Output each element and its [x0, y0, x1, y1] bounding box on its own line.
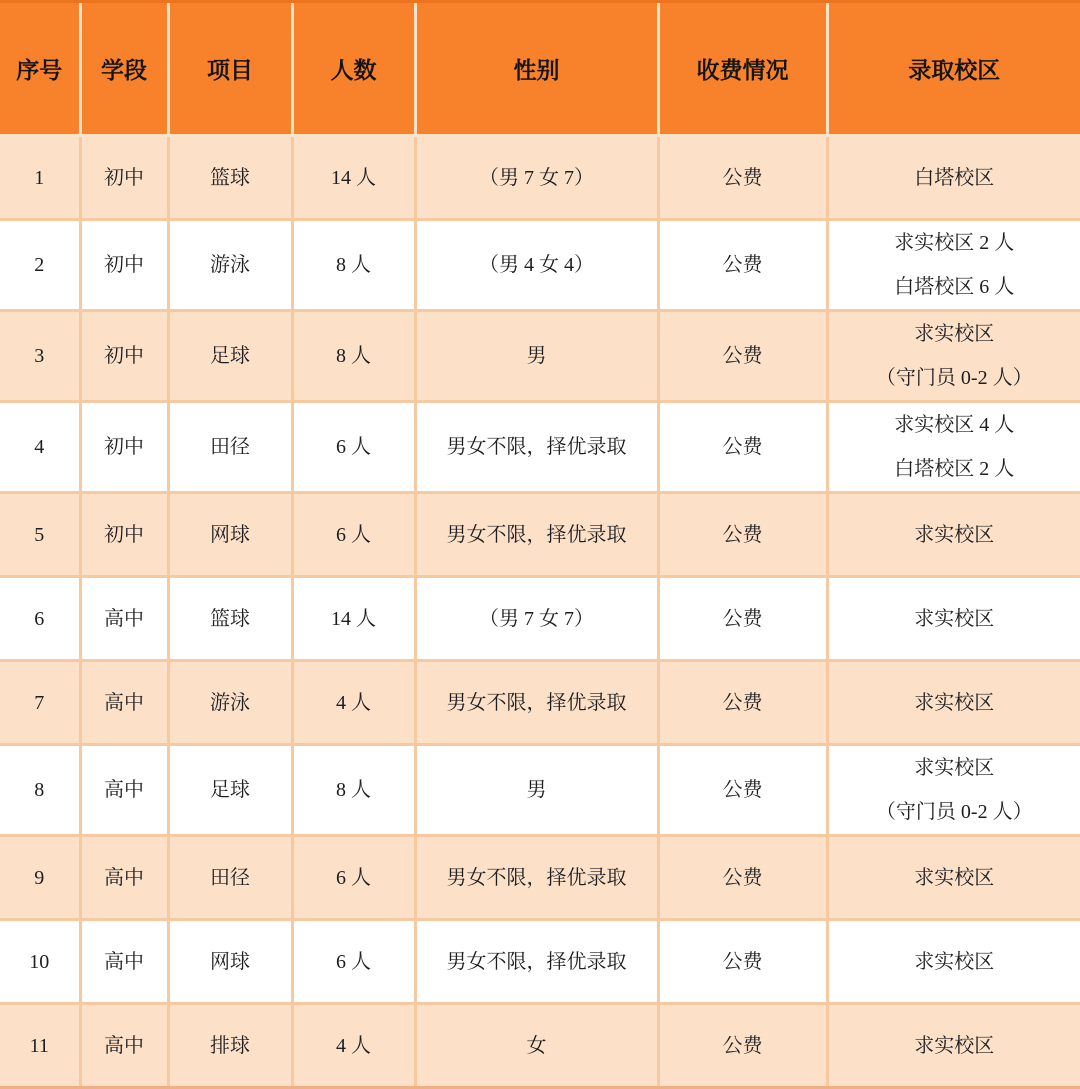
cell-fee: 公费 — [658, 661, 827, 745]
cell-campus — [827, 577, 1080, 661]
cell-fee: 公费 — [658, 920, 827, 1004]
cell-sport: 游泳 — [168, 661, 292, 745]
cell-fee: 公费 — [658, 402, 827, 493]
table-row — [0, 311, 1080, 402]
cell-campus — [827, 402, 1080, 493]
cell-count: 14 人 — [292, 136, 415, 220]
cell-index: 1 — [0, 136, 80, 220]
cell-sport: 游泳 — [168, 220, 292, 311]
cell-gender: 男女不限，择优录取 — [415, 493, 658, 577]
cell-campus — [827, 220, 1080, 311]
cell-fee: 公费 — [658, 577, 827, 661]
cell-index: 2 — [0, 220, 80, 311]
cell-gender: 男女不限，择优录取 — [415, 402, 658, 493]
table-row — [0, 1004, 1080, 1088]
cell-stage: 初中 — [80, 311, 168, 402]
cell-campus — [827, 745, 1080, 836]
cell-sport: 排球 — [168, 1004, 292, 1088]
cell-stage: 高中 — [80, 577, 168, 661]
cell-sport: 网球 — [168, 493, 292, 577]
cell-gender: 男 — [415, 311, 658, 402]
table-row — [0, 136, 1080, 220]
cell-count: 6 人 — [292, 402, 415, 493]
cell-campus — [827, 493, 1080, 577]
cell-index: 11 — [0, 1004, 80, 1088]
cell-stage: 初中 — [80, 220, 168, 311]
cell-line: （守门员 0-2 人） — [875, 367, 1033, 389]
cell-campus — [827, 836, 1080, 920]
table-row — [0, 836, 1080, 920]
cell-gender: 男女不限，择优录取 — [415, 836, 658, 920]
cell-count: 4 人 — [292, 661, 415, 745]
cell-index: 5 — [0, 493, 80, 577]
cell-fee: 公费 — [658, 493, 827, 577]
cell-line: 白塔校区 2 人 — [894, 458, 1015, 480]
cell-stage: 初中 — [80, 136, 168, 220]
cell-gender: 女 — [415, 1004, 658, 1088]
cell-index: 10 — [0, 920, 80, 1004]
cell-fee: 公费 — [658, 136, 827, 220]
header-row — [0, 2, 1080, 136]
cell-sport: 篮球 — [168, 577, 292, 661]
cell-gender: 男女不限，择优录取 — [415, 661, 658, 745]
cell-line: 求实校区 — [914, 523, 995, 546]
cell-campus — [827, 136, 1080, 220]
column-header-fee: 收费情况 — [658, 2, 827, 136]
cell-campus — [827, 920, 1080, 1004]
cell-index: 7 — [0, 661, 80, 745]
cell-gender: 男 — [415, 745, 658, 836]
table-row — [0, 220, 1080, 311]
cell-line: 求实校区 — [914, 950, 995, 973]
cell-sport: 篮球 — [168, 136, 292, 220]
cell-count: 6 人 — [292, 836, 415, 920]
cell-fee: 公费 — [658, 1004, 827, 1088]
column-header-count: 人数 — [292, 2, 415, 136]
cell-count: 8 人 — [292, 311, 415, 402]
cell-fee: 公费 — [658, 220, 827, 311]
cell-gender: （男 4 女 4） — [415, 220, 658, 311]
cell-stage: 高中 — [80, 661, 168, 745]
table-row — [0, 920, 1080, 1004]
cell-stage: 高中 — [80, 745, 168, 836]
cell-gender: 男女不限，择优录取 — [415, 920, 658, 1004]
cell-count: 4 人 — [292, 1004, 415, 1088]
cell-campus — [827, 311, 1080, 402]
cell-count: 8 人 — [292, 745, 415, 836]
cell-campus — [827, 1004, 1080, 1088]
cell-line: 求实校区 — [914, 1034, 995, 1057]
cell-stage: 初中 — [80, 493, 168, 577]
cell-line: 求实校区 4 人 — [894, 414, 1015, 436]
cell-index: 9 — [0, 836, 80, 920]
column-header-stage: 学段 — [80, 2, 168, 136]
table-row — [0, 402, 1080, 493]
cell-line: 求实校区 — [914, 757, 995, 779]
cell-gender: （男 7 女 7） — [415, 577, 658, 661]
cell-count: 6 人 — [292, 920, 415, 1004]
cell-fee: 公费 — [658, 311, 827, 402]
cell-line: 求实校区 2 人 — [894, 232, 1015, 254]
cell-sport: 田径 — [168, 402, 292, 493]
cell-count: 6 人 — [292, 493, 415, 577]
column-header-campus: 录取校区 — [827, 2, 1080, 136]
cell-sport: 网球 — [168, 920, 292, 1004]
cell-line: 白塔校区 — [914, 166, 995, 189]
cell-stage: 初中 — [80, 402, 168, 493]
cell-line: （守门员 0-2 人） — [875, 801, 1033, 823]
column-header-gender: 性别 — [415, 2, 658, 136]
cell-index: 6 — [0, 577, 80, 661]
cell-line: 求实校区 — [914, 866, 995, 889]
cell-count: 8 人 — [292, 220, 415, 311]
cell-index: 3 — [0, 311, 80, 402]
cell-fee: 公费 — [658, 745, 827, 836]
cell-fee: 公费 — [658, 836, 827, 920]
cell-line: 求实校区 — [914, 607, 995, 630]
cell-line: 求实校区 — [914, 691, 995, 714]
table-row — [0, 493, 1080, 577]
cell-index: 4 — [0, 402, 80, 493]
cell-sport: 足球 — [168, 745, 292, 836]
cell-sport: 足球 — [168, 311, 292, 402]
cell-campus — [827, 661, 1080, 745]
cell-line: 白塔校区 6 人 — [894, 276, 1015, 298]
column-header-index: 序号 — [0, 2, 80, 136]
cell-line: 求实校区 — [914, 323, 995, 345]
cell-index: 8 — [0, 745, 80, 836]
table-row — [0, 577, 1080, 661]
cell-count: 14 人 — [292, 577, 415, 661]
cell-stage: 高中 — [80, 836, 168, 920]
column-header-sport: 项目 — [168, 2, 292, 136]
table-row — [0, 661, 1080, 745]
cell-sport: 田径 — [168, 836, 292, 920]
cell-gender: （男 7 女 7） — [415, 136, 658, 220]
table-row — [0, 745, 1080, 836]
cell-stage: 高中 — [80, 920, 168, 1004]
cell-stage: 高中 — [80, 1004, 168, 1088]
